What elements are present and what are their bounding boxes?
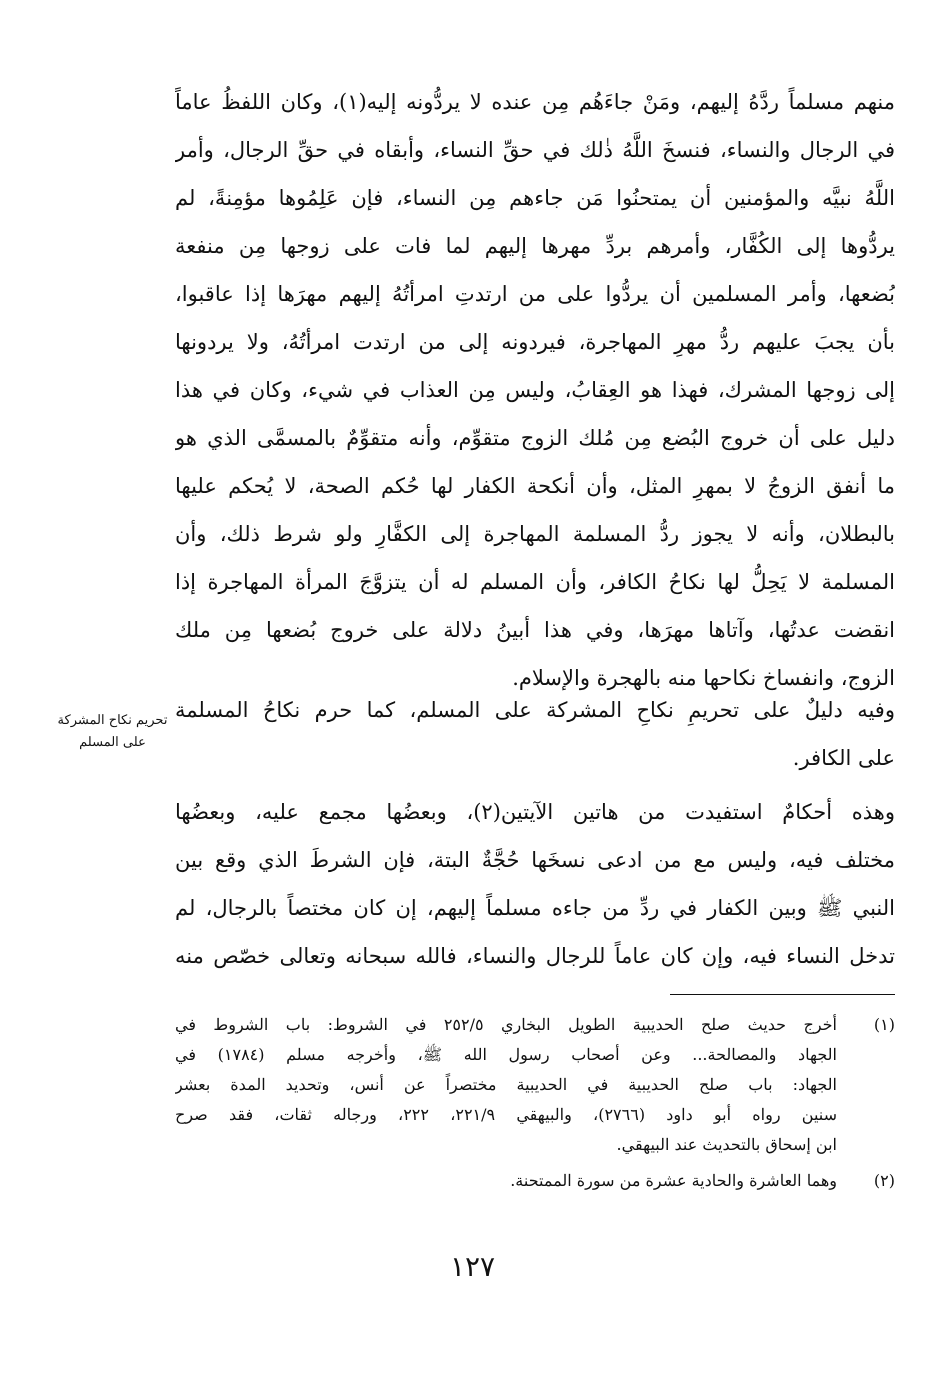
text-line: مختلف فيه، وليس مع من ادعى نسخَها حُجَّةٌ البتة، فإن الشرطَ الذي وقع بين — [175, 848, 895, 872]
text-line: وفيه دليلٌ على تحريمِ نكاحِ المشركة على المسلم، كما حرم نكاحُ المسلمة — [175, 698, 895, 722]
footnote-line: الجهاد: باب صلح الحديبية في الحديبية مختصراً عن أنس، وتحديد المدة بعشر — [175, 1075, 837, 1094]
text-line: المسلمة لا يَحِلُّ لها نكاحُ الكافر، وأن المسلم له أن يتزوَّجَ المرأة المهاجرة إذا — [175, 570, 895, 594]
text-line: انقضت عدتُها، وآتاها مهرَها، وفي هذا أبينُ دلالة على خروج بُضعها مِن ملك — [175, 618, 895, 642]
paragraph-rulings — [175, 788, 895, 980]
text-line: تدخل النساء فيه، وإن كان عاماً للرجال والنساء، فالله سبحانه وتعالى خصّص منه — [175, 944, 895, 968]
page-number: ١٢٧ — [449, 1250, 496, 1283]
text-line: يردُّوها إلى الكُفَّار، وأمرهم بردِّ مهرها إليهم لما فات على زوجها مِن منفعة — [175, 234, 895, 258]
text-line: منهم مسلماً ردَّهُ إليهم، ومَنْ جاءَهُم مِن عنده لا يردُّونه إليه(١)، وكان اللفظُ عاماً — [175, 90, 895, 114]
text-line: دليل على أن خروج البُضع مِن مُلك الزوج متقوِّم، وأنه متقوِّمٌ بالمسمَّى الذي هو — [175, 426, 895, 450]
footnote-line: سنين رواه أبو داود (٢٧٦٦)، والبيهقي ٢٢١/٩، ٢٢٢، ورجاله ثقات، فقد صرح — [175, 1105, 837, 1124]
main-paragraph — [175, 78, 895, 702]
text-line: الزوج، وانفساخ نكاحها منه بالهجرة والإسلام. — [512, 666, 895, 690]
footnote-line: وهما العاشرة والحادية عشرة من سورة الممتحنة. — [510, 1171, 837, 1190]
text-line: بُضعها، وأمر المسلمين أن يردُّوا على من ارتدتِ امرأتُهُ إليهم مهرَها إذا عاقبوا، — [175, 282, 895, 306]
footnote-number: (١) — [873, 1015, 895, 1034]
text-line: في الرجال والنساء، فنسخَ اللَّهُ ذٰلك في حقِّ النساء، وأبقاه في حقِّ الرجال، وأمر — [175, 138, 895, 162]
text-line: على الكافر. — [792, 746, 895, 770]
footnote-number: (٢) — [873, 1171, 895, 1190]
footnote-line: الجهاد والمصالحة... وعن أصحاب رسول الله ﷺ، وأخرجه مسلم (١٧٨٤) في — [175, 1045, 837, 1064]
text-line: إلى زوجها المشرك، فهذا هو العِقابُ، وليس مِن العذاب في شيء، وكان في هذا — [175, 378, 895, 402]
text-line: ما أنفق الزوجُ لا بمهرِ المثل، وأن أنكحة الكفار لها حُكم الصحة، لا يُحكم عليها — [175, 474, 895, 498]
text-line: بالبطلان، وأنه لا يجوز ردُّ المسلمة المهاجرة إلى الكفَّارِ ولو شرط ذلك، وأن — [175, 522, 895, 546]
footnote-1 — [175, 1010, 895, 1160]
margin-heading — [40, 710, 185, 754]
text-line: بأن يجبَ عليهم ردُّ مهرِ المهاجرة، فيردونه إلى من ارتدت امرأتُهُ، ولا يردونها — [175, 330, 895, 354]
footnote-separator — [670, 994, 895, 995]
footnote-2 — [175, 1166, 895, 1196]
margin-heading-line: تحريم نكاح المشركة — [57, 713, 168, 728]
paragraph-mushrika-ruling — [175, 686, 895, 782]
footnote-line: ابن إسحاق بالتحديث عند البيهقي. — [616, 1135, 837, 1154]
footnotes — [175, 1010, 895, 1196]
text-line: وهذه أحكامٌ استفيدت من هاتين الآيتين(٢)، وبعضُها مجمع عليه، وبعضُها — [175, 800, 895, 824]
text-line: النبي ﷺ وبين الكفار في ردِّ من جاءه مسلماً إليهم، إن كان مختصاً بالرجال، لم — [175, 896, 895, 920]
footnote-line: أخرج حديث صلح الحديبية الطويل البخاري ٢٥٢/٥ في الشروط: باب الشروط في — [175, 1015, 837, 1034]
margin-heading-line: على المسلم — [79, 735, 146, 750]
text-line: اللَّهُ نبيَّه والمؤمنين أن يمتحنُوا مَن جاءهم مِن النساء، فإن عَلِمُوها مؤمِنةً، لم — [175, 186, 895, 210]
